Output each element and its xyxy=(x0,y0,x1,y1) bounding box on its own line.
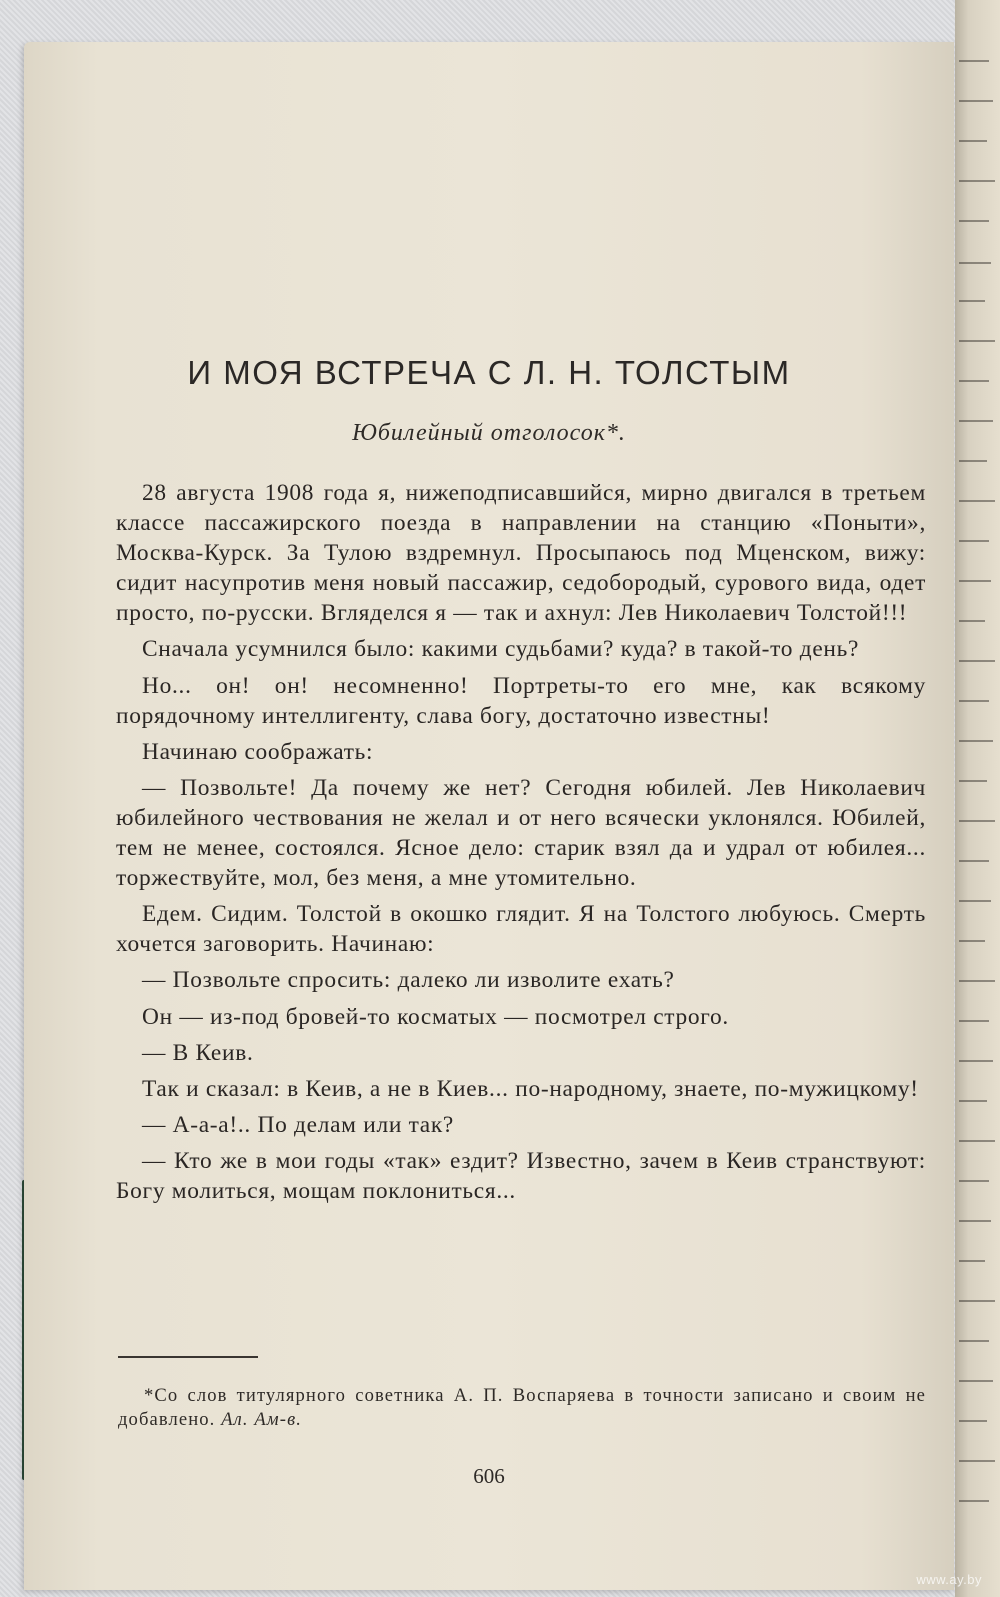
facing-page-edge xyxy=(955,0,1000,1597)
footnote-rule xyxy=(118,1356,258,1358)
chapter-subtitle: Юбилейный отголосок*. xyxy=(352,420,626,446)
book-page xyxy=(24,42,954,1590)
paragraph: Начинаю соображать: xyxy=(142,738,374,765)
paragraph: — Кто же в мои годы «так» ездит? Известно, зачем в Кеив странствуют: Богу молиться, мощам поклониться... xyxy=(116,1147,926,1204)
paragraph: Так и сказал: в Кеив, а не в Киев... по-народному, знаете, по-мужицкому! xyxy=(142,1075,919,1102)
watermark: www.ay.by xyxy=(916,1572,982,1587)
footnote-signature: Ал. Ам-в. xyxy=(221,1409,302,1430)
paragraph: Но... он! он! несомненно! Портреты-то его мне, как всякому порядочному интеллигенту, слава богу, достаточно известны! xyxy=(116,672,926,729)
paragraph: Едем. Сидим. Толстой в окошко глядит. Я на Толстого любуюсь. Смерть хочется заговорить. Начинаю: xyxy=(116,901,926,958)
paragraph: Он — из-под бровей-то косматых — посмотрел строго. xyxy=(142,1003,729,1030)
paragraph: — Позвольте спросить: далеко ли изволите ехать? xyxy=(142,967,675,994)
page-number: 606 xyxy=(473,1464,505,1488)
paragraph: — А-а-а!.. По делам или так? xyxy=(142,1111,455,1138)
paragraph: Сначала усумнился было: какими судьбами? куда? в такой-то день? xyxy=(142,636,860,663)
paragraph: — В Кеив. xyxy=(142,1039,254,1066)
footnote-text: *Со слов титулярного советника А. П. Воспаряева в точности записано и своим не добавлено. xyxy=(118,1385,926,1430)
paragraph: 28 августа 1908 года я, нижеподписавшийся, мирно двигался в третьем классе пассажирского поезда в направлении на станцию «Поныти», Москва-Курск. За Тулою вздремнул. Просыпаюсь под Мценском, вижу: сидит насупротив меня новый пассажир, седобородый, сурового вида, одет просто, по-русски. Вгляделся я — так и ахнул: Лев Николаевич Толстой!!! xyxy=(116,480,926,627)
chapter-title: И МОЯ ВСТРЕЧА С Л. Н. ТОЛСТЫМ xyxy=(187,354,791,391)
footnote xyxy=(118,1384,926,1432)
paragraph: — Позвольте! Да почему же нет? Сегодня юбилей. Лев Николаевич юбилейного чествования не желал и от него всячески уклонялся. Юбилей, тем не менее, состоялся. Ясное дело: старик взял да и удрал от юбилея... торжествуйте, мол, без меня, а мне утомительно. xyxy=(116,774,926,892)
body-text xyxy=(116,478,926,1212)
